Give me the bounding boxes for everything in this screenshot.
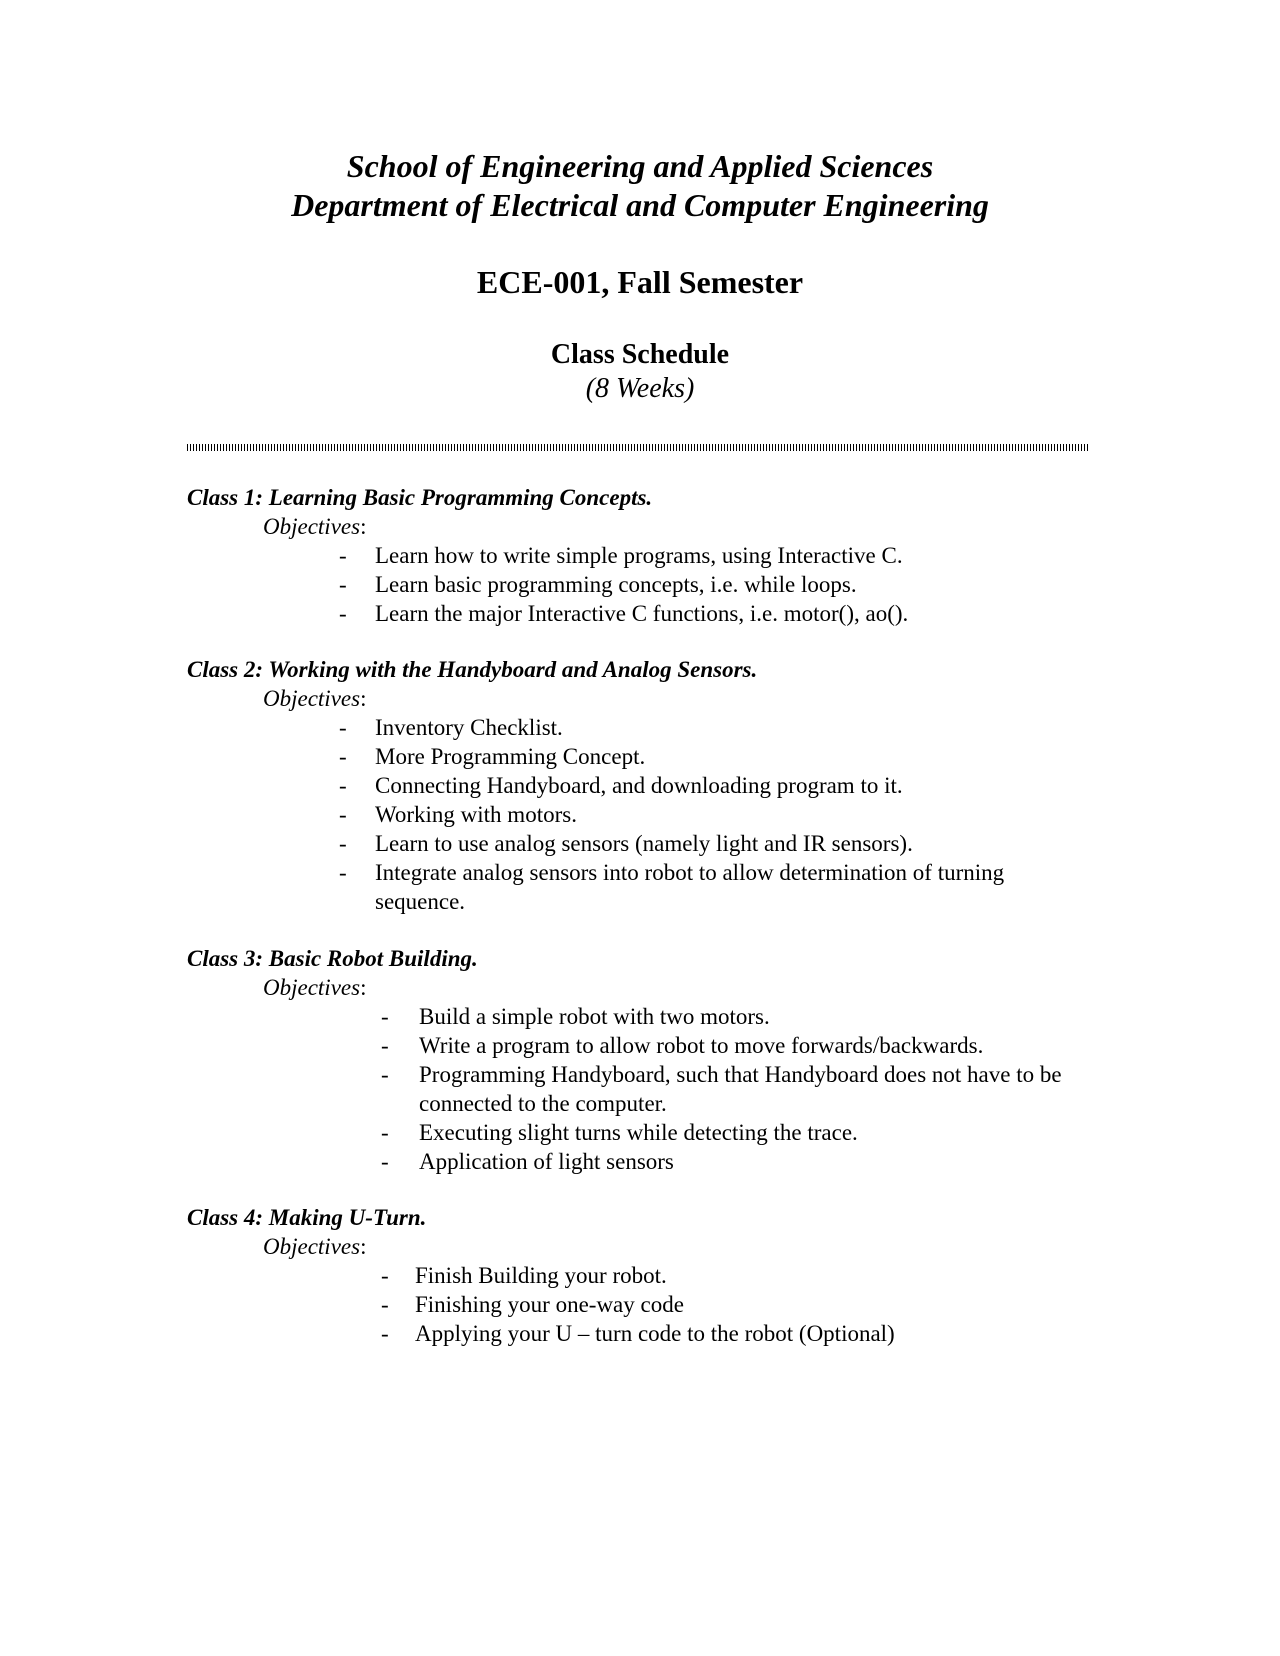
class-section-3 [187, 944, 1107, 1176]
objectives-label: Objectives: [263, 975, 367, 1000]
list-item: - Connecting Handyboard, and downloading program to it. [339, 773, 903, 798]
schedule-title: Class Schedule [550, 339, 730, 370]
bullet-dash: - [339, 860, 347, 885]
list-item: - Integrate analog sensors into robot to allow determination of turning sequence. [339, 860, 1005, 914]
class-section-2 [187, 655, 1107, 916]
list-item: - Learn the major Interactive C functions, i.e. motor(), ao(). [339, 601, 909, 626]
class-section-4 [187, 1203, 1107, 1348]
schedule-duration: (8 Weeks) [585, 373, 695, 404]
class-section-1 [187, 483, 1107, 628]
list-item: - Inventory Checklist. [339, 715, 563, 740]
list-item: - More Programming Concept. [339, 744, 646, 769]
class-title: Class 2: Working with the Handyboard and Analog Sensors. [187, 657, 758, 682]
bullet-dash: - [339, 773, 347, 798]
bullet-dash: - [381, 1120, 389, 1145]
objectives-list [187, 541, 1107, 628]
list-item: - Write a program to allow robot to move forwards/backwards. [381, 1033, 984, 1058]
class-title: Class 1: Learning Basic Programming Concepts. [187, 485, 653, 510]
list-item: - Learn basic programming concepts, i.e. while loops. [339, 572, 857, 597]
class-title: Class 3: Basic Robot Building. [187, 946, 478, 971]
list-item: - Application of light sensors [381, 1149, 674, 1174]
list-item: - Executing slight turns while detecting the trace. [381, 1120, 858, 1145]
bullet-dash: - [381, 1062, 389, 1087]
objectives-list [187, 713, 1107, 916]
objectives-label: Objectives: [263, 1234, 367, 1259]
list-item: - Finishing your one-way code [381, 1292, 684, 1317]
list-item: - Build a simple robot with two motors. [381, 1004, 770, 1029]
list-item: - Learn to use analog sensors (namely light and IR sensors). [339, 831, 913, 856]
bullet-dash: - [339, 601, 347, 626]
objectives-list [187, 1261, 1107, 1348]
bullet-dash: - [339, 543, 347, 568]
school-name: School of Engineering and Applied Sciences [346, 148, 934, 184]
bullet-dash: - [381, 1033, 389, 1058]
bullet-dash: - [381, 1149, 389, 1174]
list-item: - Programming Handyboard, such that Handyboard does not have to be connected to the computer. [381, 1062, 1062, 1116]
bullet-dash: - [339, 572, 347, 597]
bullet-dash: - [381, 1263, 389, 1288]
section-divider [187, 444, 1090, 451]
objectives-list [187, 1002, 1107, 1176]
bullet-dash: - [381, 1321, 389, 1346]
bullet-dash: - [339, 831, 347, 856]
course-title: ECE-001, Fall Semester [476, 264, 804, 300]
bullet-dash: - [339, 744, 347, 769]
list-item: - Finish Building your robot. [381, 1263, 667, 1288]
bullet-dash: - [339, 802, 347, 827]
objectives-label: Objectives: [263, 514, 367, 539]
list-item: - Learn how to write simple programs, using Interactive C. [339, 543, 903, 568]
department-name: Department of Electrical and Computer Engineering [291, 187, 989, 223]
bullet-dash: - [381, 1004, 389, 1029]
list-item: - Working with motors. [339, 802, 577, 827]
objectives-label: Objectives: [263, 686, 367, 711]
list-item: - Applying your U – turn code to the robot (Optional) [381, 1321, 895, 1346]
bullet-dash: - [381, 1292, 389, 1317]
bullet-dash: - [339, 715, 347, 740]
class-title: Class 4: Making U-Turn. [187, 1205, 427, 1230]
